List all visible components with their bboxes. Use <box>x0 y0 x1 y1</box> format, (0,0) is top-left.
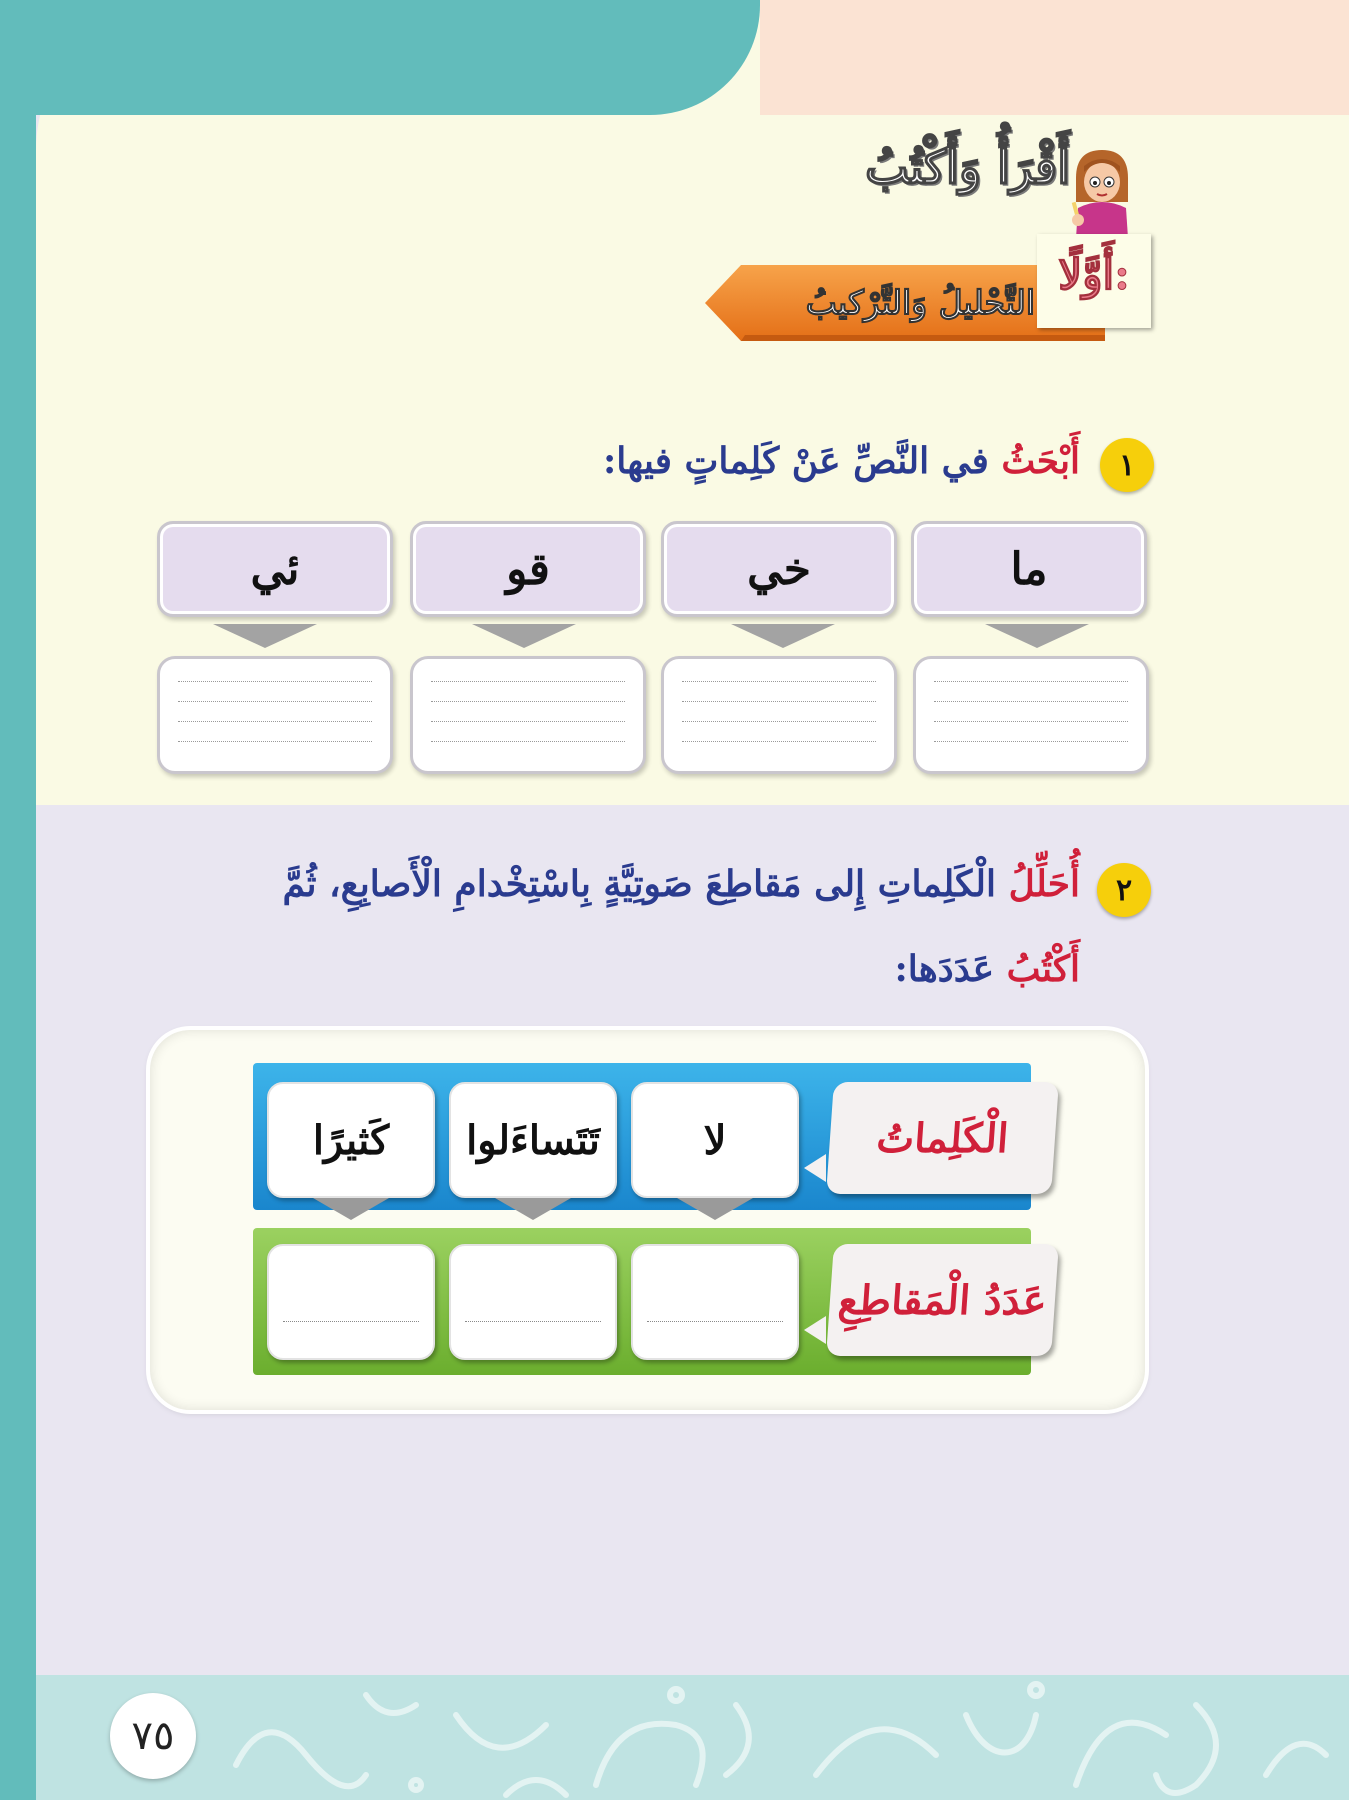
question-2-body-2: عَدَدَها: <box>894 948 995 990</box>
girl-reading-icon <box>1070 148 1130 242</box>
answer-box-4[interactable] <box>157 656 393 774</box>
page-number: ٧٥ <box>110 1693 196 1779</box>
syllable-box-1: ما <box>911 521 1147 617</box>
label-pointer-icon <box>804 1154 826 1182</box>
section-label: التَّحْليلُ وَالتَّرْكيبُ <box>805 283 1035 322</box>
section-badge-text: أَوَّلًا: <box>1058 250 1130 299</box>
word-card-1: لا <box>631 1082 799 1198</box>
question-1-text <box>500 440 1080 482</box>
arrow-down-icon <box>985 624 1089 648</box>
question-2-body-1: الْكَلِماتِ إِلى مَقاطِعَ صَوتِيَّةٍ بِاسْتِخْدامِ الْأَصابِعِ، ثُمَّ <box>282 863 997 905</box>
syllable-box-2: خي <box>661 521 897 617</box>
page-title: أَقْرَأُ وَأَكْتُبُ <box>865 140 1070 194</box>
footer-letter-pattern <box>36 1675 1349 1800</box>
syllable-box-4: ئي <box>157 521 393 617</box>
count-input-3[interactable] <box>267 1244 435 1360</box>
count-input-2[interactable] <box>449 1244 617 1360</box>
question-1-body: في النَّصِّ عَنْ كَلِماتٍ فيها: <box>603 440 989 482</box>
question-2-verb-2: أَكْتُبُ <box>1006 948 1080 990</box>
top-right-peach <box>760 0 1349 115</box>
count-row-label: عَدَدُ الْمَقاطِعِ <box>826 1244 1059 1356</box>
question-1-number: ١ <box>1100 438 1154 492</box>
answer-box-2[interactable] <box>661 656 897 774</box>
words-row-label: الْكَلِماتُ <box>826 1082 1059 1194</box>
top-teal-corner <box>36 0 760 115</box>
question-1-verb: أَبْحَثُ <box>1001 440 1080 482</box>
word-card-3: كَثيرًا <box>267 1082 435 1198</box>
syllable-box-3: قو <box>410 521 646 617</box>
arrow-down-icon <box>472 624 576 648</box>
arrow-down-icon <box>213 624 317 648</box>
answer-box-1[interactable] <box>913 656 1149 774</box>
question-2-number: ٢ <box>1097 863 1151 917</box>
answer-box-3[interactable] <box>410 656 646 774</box>
label-pointer-icon <box>804 1316 826 1344</box>
count-input-1[interactable] <box>631 1244 799 1360</box>
word-card-2: تَتَساءَلوا <box>449 1082 617 1198</box>
arrow-down-icon <box>677 1198 753 1220</box>
arrow-down-icon <box>313 1198 389 1220</box>
left-teal-strip <box>0 0 36 1800</box>
question-2-line-1 <box>150 863 1080 905</box>
arrow-down-icon <box>495 1198 571 1220</box>
question-2-verb-1: أُحَلِّلُ <box>1008 863 1080 905</box>
question-2-line-2 <box>600 948 1080 990</box>
arrow-down-icon <box>731 624 835 648</box>
